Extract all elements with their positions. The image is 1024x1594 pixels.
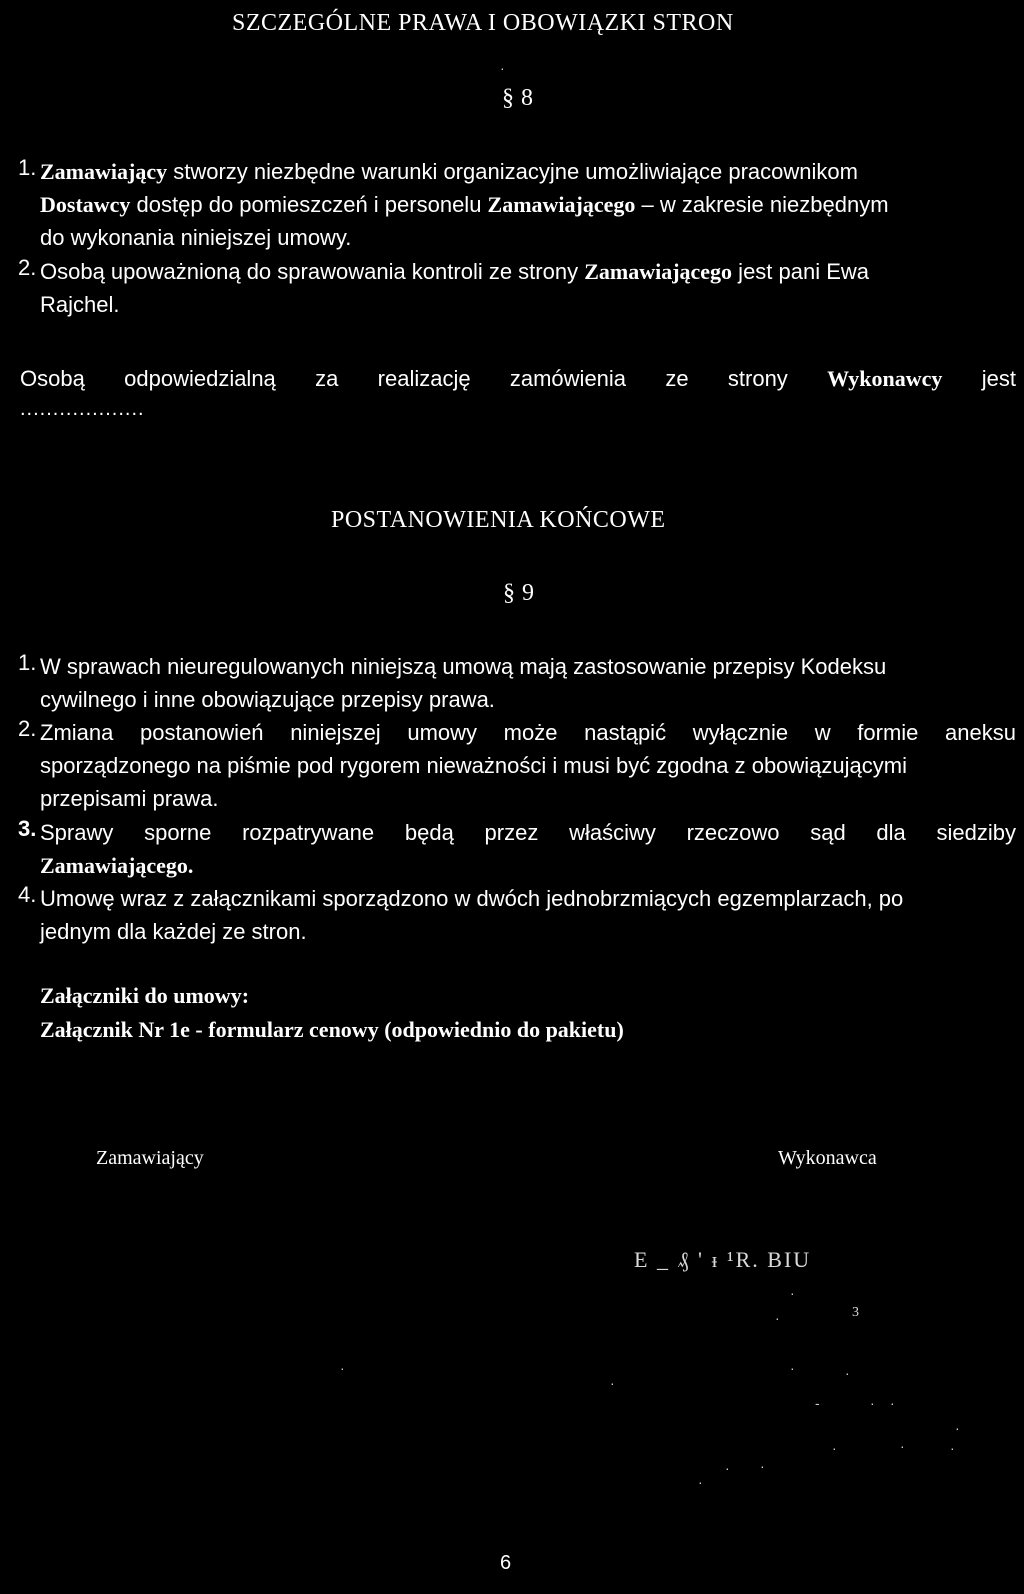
clause-text xyxy=(40,882,1016,948)
clause-number: 1. xyxy=(18,155,37,180)
word: zamówienia xyxy=(509,366,627,391)
clause-text xyxy=(40,255,1016,321)
party-name: Zamawiającego xyxy=(487,192,636,217)
party-name: Zamawiający xyxy=(40,159,168,184)
stamp-text: E _ ₰ ' ᵻ ¹R. BIU xyxy=(634,1247,812,1272)
clause-text xyxy=(40,816,1016,882)
responsible-line xyxy=(20,366,1016,392)
paragraph-mark-9: § 9 xyxy=(503,580,535,606)
stamp-number: 3 xyxy=(852,1305,859,1320)
clause-line: przepisami prawa. xyxy=(40,786,219,811)
clause-line: jest pani Ewa xyxy=(732,259,870,284)
clause-line: sporządzonego na piśmie pod rygorem nieważności i musi być zgodna z obowiązującymi xyxy=(40,753,907,778)
section-title-rights: SZCZEGÓLNE PRAWA I OBOWIĄZKI STRON xyxy=(232,10,734,36)
clause-text xyxy=(40,650,1016,716)
clause-number: 3. xyxy=(18,816,37,841)
clause-line: jednym dla każdej ze stron. xyxy=(40,919,307,944)
signature-left-label: Zamawiający xyxy=(96,1147,204,1169)
clause-line: Sprawy sporne rozpatrywane będą przez właściwy rzeczowo sąd dla siedziby xyxy=(40,820,1016,845)
clause-line: Umowę wraz z załącznikami sporządzono w dwóch jednobrzmiących egzemplarzach, po xyxy=(40,886,904,911)
word: ze xyxy=(665,366,689,391)
word: jest xyxy=(981,366,1016,391)
section-title-final: POSTANOWIENIA KOŃCOWE xyxy=(331,507,666,533)
word: odpowiedzialną xyxy=(124,366,276,391)
word: Osobą xyxy=(20,366,85,391)
clause-line: stworzy niezbędne warunki organizacyjne umożliwiające pracownikom xyxy=(167,159,858,184)
clause-number: 2. xyxy=(18,255,37,280)
clause-line: dostęp do pomieszczeń i personelu xyxy=(130,192,488,217)
party-name: Wykonawcy xyxy=(827,366,943,391)
clause-text xyxy=(40,716,1016,815)
clause-line: cywilnego i inne obowiązujące przepisy prawa. xyxy=(40,687,495,712)
clause-line: W sprawach nieuregulowanych niniejszą umową mają zastosowanie przepisy Kodeksu xyxy=(40,654,887,679)
clause-number: 2. xyxy=(18,716,37,741)
attachment-item: Załącznik Nr 1e - formularz cenowy (odpowiednio do pakietu) xyxy=(40,1017,624,1042)
clause-line: Osobą upoważnioną do sprawowania kontroli ze strony xyxy=(40,259,585,284)
attachments-heading: Załączniki do umowy: xyxy=(40,983,250,1008)
clause-line: – w zakresie niezbędnym xyxy=(635,192,889,217)
clause-line: Zmiana postanowień niniejszej umowy może nastąpić wyłącznie w formie aneksu xyxy=(40,720,1016,745)
clause-number: 1. xyxy=(18,650,37,675)
word: strony xyxy=(727,366,788,391)
word: za xyxy=(315,366,339,391)
clause-line: do wykonania niniejszej umowy. xyxy=(40,225,352,250)
signature-right-label: Wykonawca xyxy=(778,1147,877,1169)
clause-line: Rajchel. xyxy=(40,292,120,317)
party-name: Zamawiającego. xyxy=(40,853,194,878)
party-name: Dostawcy xyxy=(40,192,131,217)
party-name: Zamawiającego xyxy=(584,259,733,284)
clause-number: 4. xyxy=(18,882,37,907)
page-number: 6 xyxy=(500,1552,512,1574)
fill-in-dots: ................... xyxy=(20,398,145,420)
clause-text xyxy=(40,155,1016,254)
word: realizację xyxy=(377,366,471,391)
paragraph-mark-8: § 8 xyxy=(502,85,534,111)
